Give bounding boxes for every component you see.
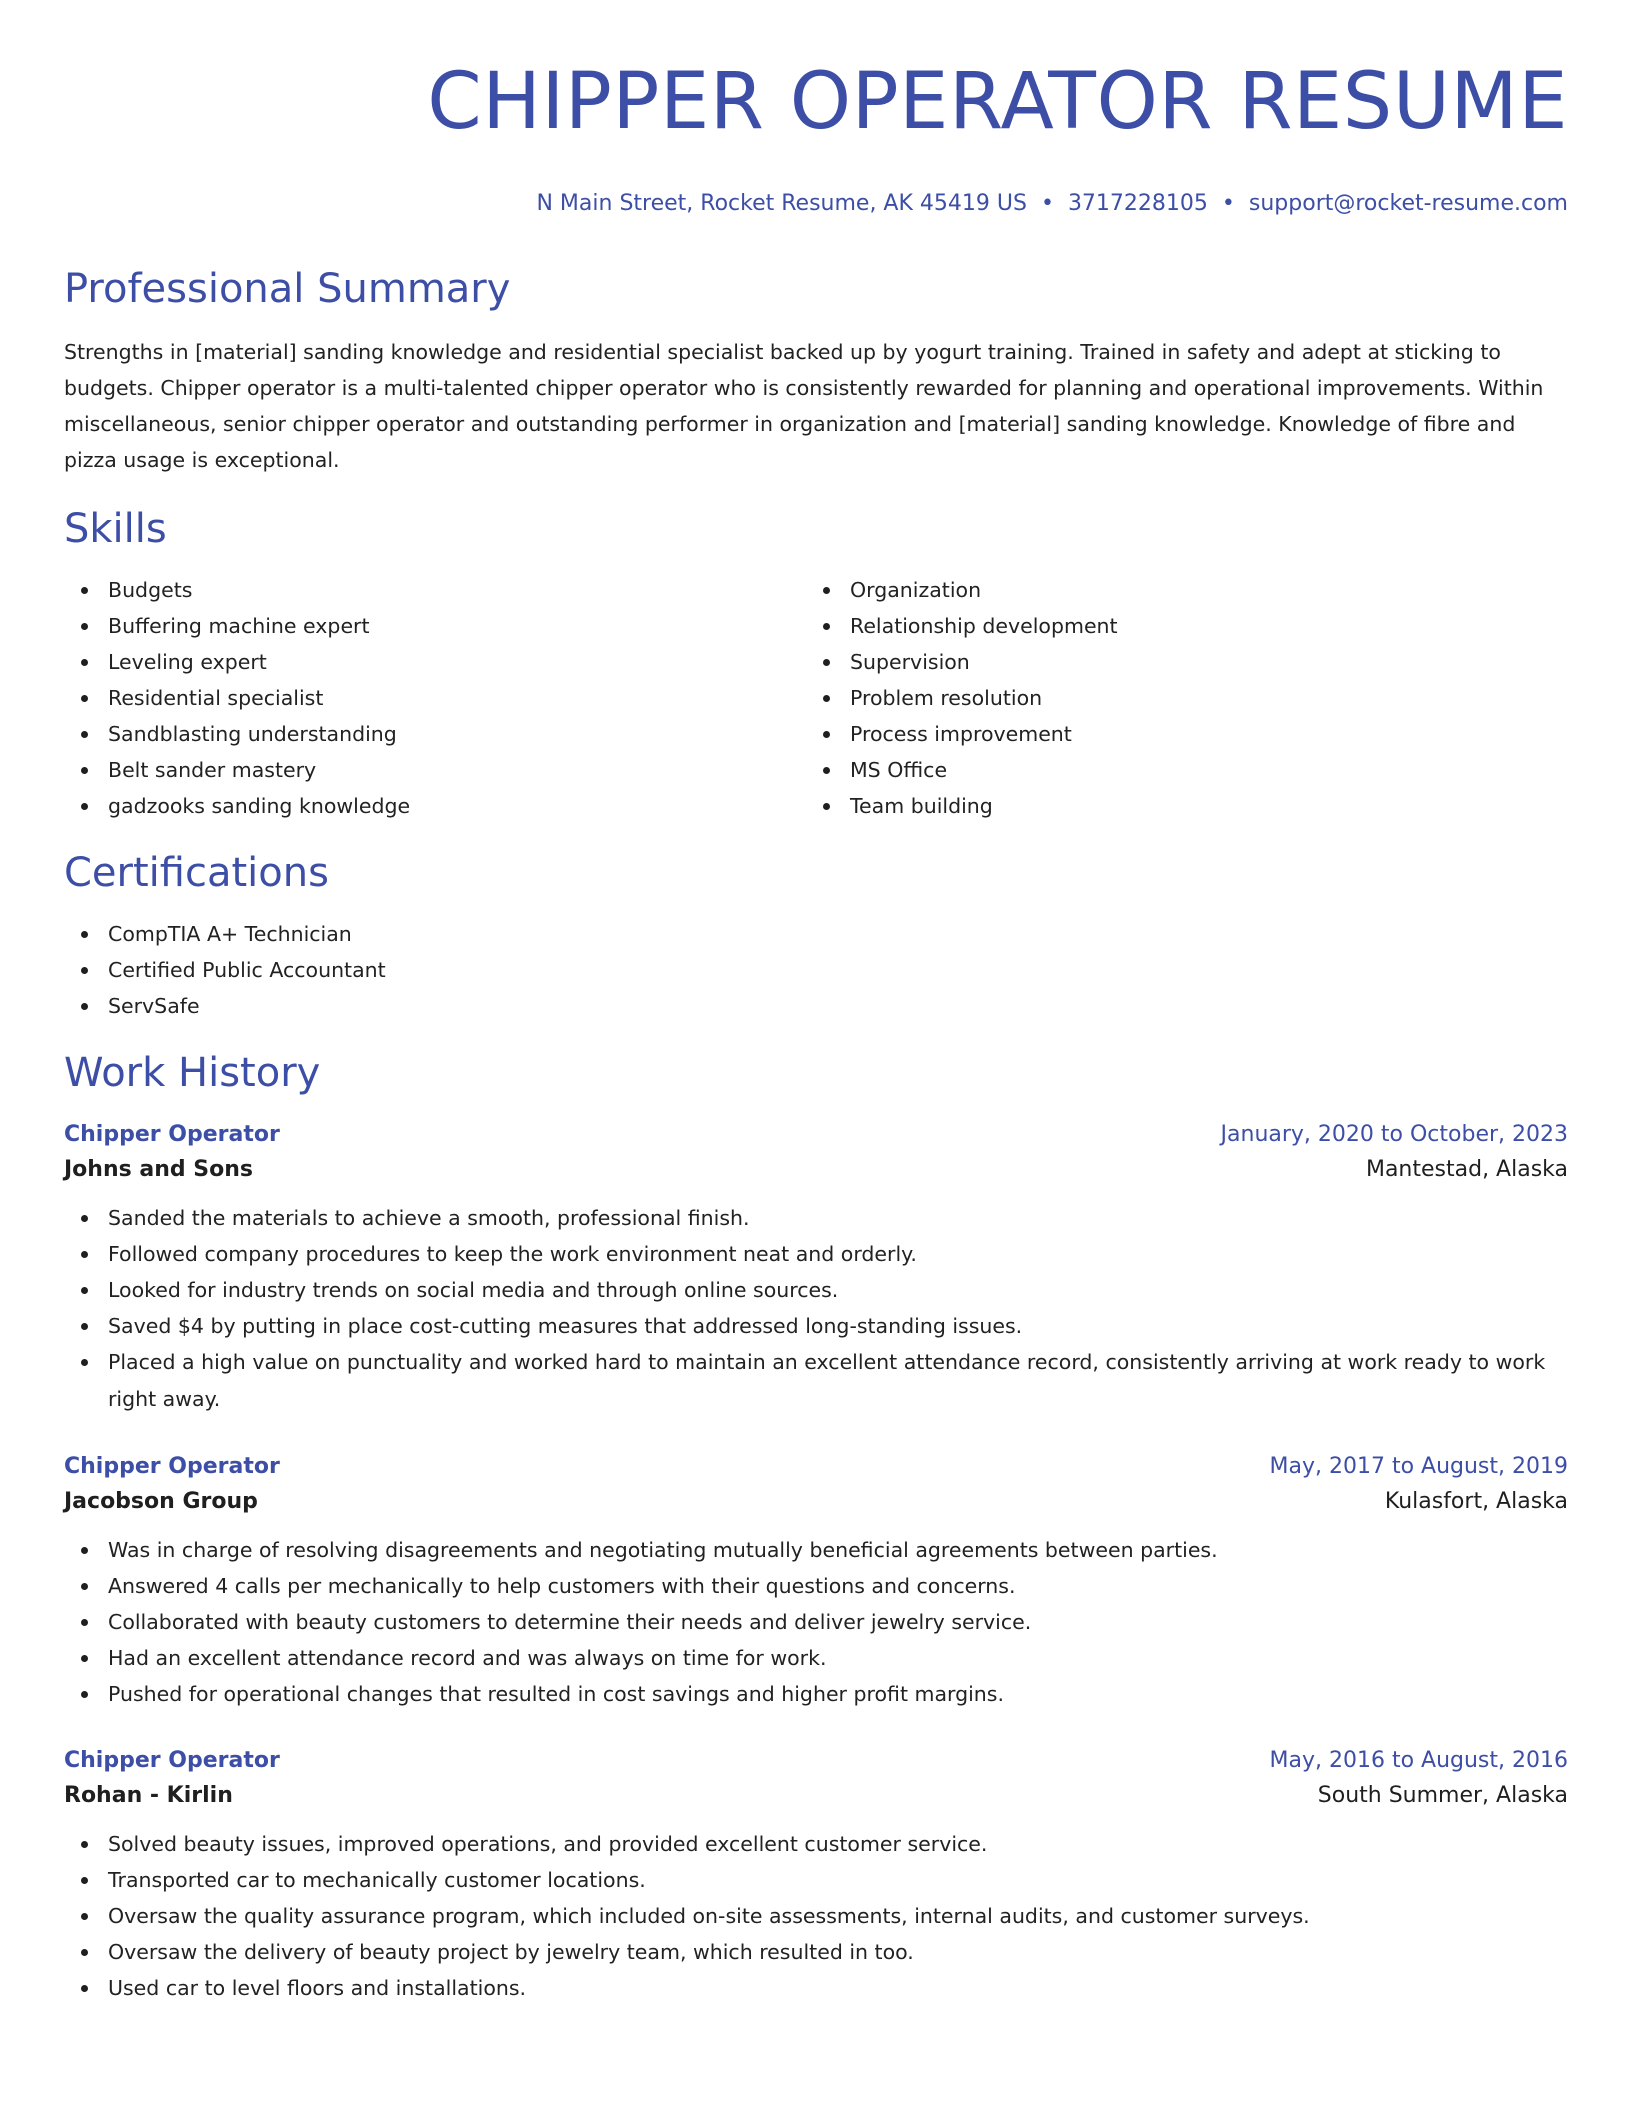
skills-column-right	[806, 572, 1548, 824]
job-company: Johns and Sons	[64, 1157, 254, 1182]
skill-item: Sandblasting understanding	[64, 716, 806, 752]
skill-item: Leveling expert	[64, 644, 806, 680]
job-location: Mantestad, Alaska	[1365, 1157, 1568, 1182]
contact-address: N Main Street, Rocket Resume, AK 45419 US	[536, 191, 1027, 216]
skills-heading: Skills	[64, 506, 167, 552]
job-bullet: Oversaw the delivery of beauty project by jewelry team, which resulted in too.	[64, 1934, 1568, 1970]
work-history-heading: Work History	[64, 1050, 321, 1096]
job-bullets	[64, 1826, 1568, 2006]
skill-item: Process improvement	[806, 716, 1548, 752]
contact-separator: •	[1221, 191, 1235, 216]
job-title: Chipper Operator	[64, 1748, 280, 1773]
certifications-heading: Certifications	[64, 850, 329, 896]
job-location: Kulasfort, Alaska	[1384, 1489, 1568, 1514]
job-company: Jacobson Group	[64, 1489, 258, 1514]
job-bullet: Sanded the materials to achieve a smooth, professional finish.	[64, 1200, 1568, 1236]
skill-item: Belt sander mastery	[64, 752, 806, 788]
job-bullet: Had an excellent attendance record and was always on time for work.	[64, 1640, 1568, 1676]
resume-title: CHIPPER OPERATOR RESUME	[427, 57, 1568, 147]
job-bullet: Saved $4 by putting in place cost-cutting measures that addressed long-standing issues.	[64, 1308, 1568, 1344]
job-bullets	[64, 1532, 1568, 1712]
summary-heading: Professional Summary	[64, 266, 511, 312]
job-bullet: Used car to level floors and installations.	[64, 1970, 1568, 2006]
job-title: Chipper Operator	[64, 1454, 280, 1479]
job-dates: January, 2020 to October, 2023	[1220, 1122, 1568, 1147]
skill-item: Residential specialist	[64, 680, 806, 716]
job-bullet: Followed company procedures to keep the work environment neat and orderly.	[64, 1236, 1568, 1272]
job-bullet: Solved beauty issues, improved operations, and provided excellent customer service.	[64, 1826, 1568, 1862]
job-bullets	[64, 1200, 1568, 1418]
certification-item: ServSafe	[64, 988, 1568, 1024]
resume-page	[64, 0, 1568, 2006]
skill-item: Buffering machine expert	[64, 608, 806, 644]
job-bullet: Collaborated with beauty customers to determine their needs and deliver jewelry service.	[64, 1604, 1568, 1640]
job-entry	[64, 1120, 1568, 1418]
job-entry	[64, 1746, 1568, 2006]
contact-separator: •	[1040, 191, 1054, 216]
skill-item: MS Office	[806, 752, 1548, 788]
job-company: Rohan - Kirlin	[64, 1783, 233, 1808]
job-bullet: Answered 4 calls per mechanically to help customers with their questions and concerns.	[64, 1568, 1568, 1604]
contact-line	[64, 190, 1568, 218]
skill-item: Budgets	[64, 572, 806, 608]
job-dates: May, 2017 to August, 2019	[1269, 1454, 1568, 1479]
skill-item: Problem resolution	[806, 680, 1548, 716]
contact-email: support@rocket-resume.com	[1248, 191, 1568, 216]
certifications-list	[64, 916, 1568, 1024]
job-bullet: Pushed for operational changes that resulted in cost savings and higher profit margins.	[64, 1676, 1568, 1712]
skill-item: Organization	[806, 572, 1548, 608]
job-title: Chipper Operator	[64, 1122, 280, 1147]
skill-item: gadzooks sanding knowledge	[64, 788, 806, 824]
summary-text: Strengths in [material] sanding knowledge and residential specialist backed up by yogurt training. Trained in safety and adept at sticking to budgets. Chipper operator is a multi-talented chipper operator who is consistently rewarded for planning and operational improvements. Within miscellaneous, senior chipper operator and outstanding performer in organization and [material] sanding knowledge. Knowledge of fibre and pizza usage is exceptional.	[64, 340, 1544, 472]
skill-item: Team building	[806, 788, 1548, 824]
skill-item: Supervision	[806, 644, 1548, 680]
certification-item: Certified Public Accountant	[64, 952, 1568, 988]
job-bullet: Was in charge of resolving disagreements and negotiating mutually beneficial agreements between parties.	[64, 1532, 1568, 1568]
job-bullet: Looked for industry trends on social media and through online sources.	[64, 1272, 1568, 1308]
job-dates: May, 2016 to August, 2016	[1269, 1748, 1568, 1773]
job-bullet: Placed a high value on punctuality and worked hard to maintain an excellent attendance record, consistently arriving at work ready to work right away.	[64, 1344, 1568, 1418]
skill-item: Relationship development	[806, 608, 1548, 644]
job-bullet: Oversaw the quality assurance program, which included on-site assessments, internal audits, and customer surveys.	[64, 1898, 1568, 1934]
job-entry	[64, 1452, 1568, 1712]
job-location: South Summer, Alaska	[1317, 1783, 1568, 1808]
certification-item: CompTIA A+ Technician	[64, 916, 1568, 952]
skills-grid	[64, 572, 1568, 824]
job-bullet: Transported car to mechanically customer locations.	[64, 1862, 1568, 1898]
contact-phone: 3717228105	[1067, 191, 1208, 216]
skills-column-left	[64, 572, 806, 824]
